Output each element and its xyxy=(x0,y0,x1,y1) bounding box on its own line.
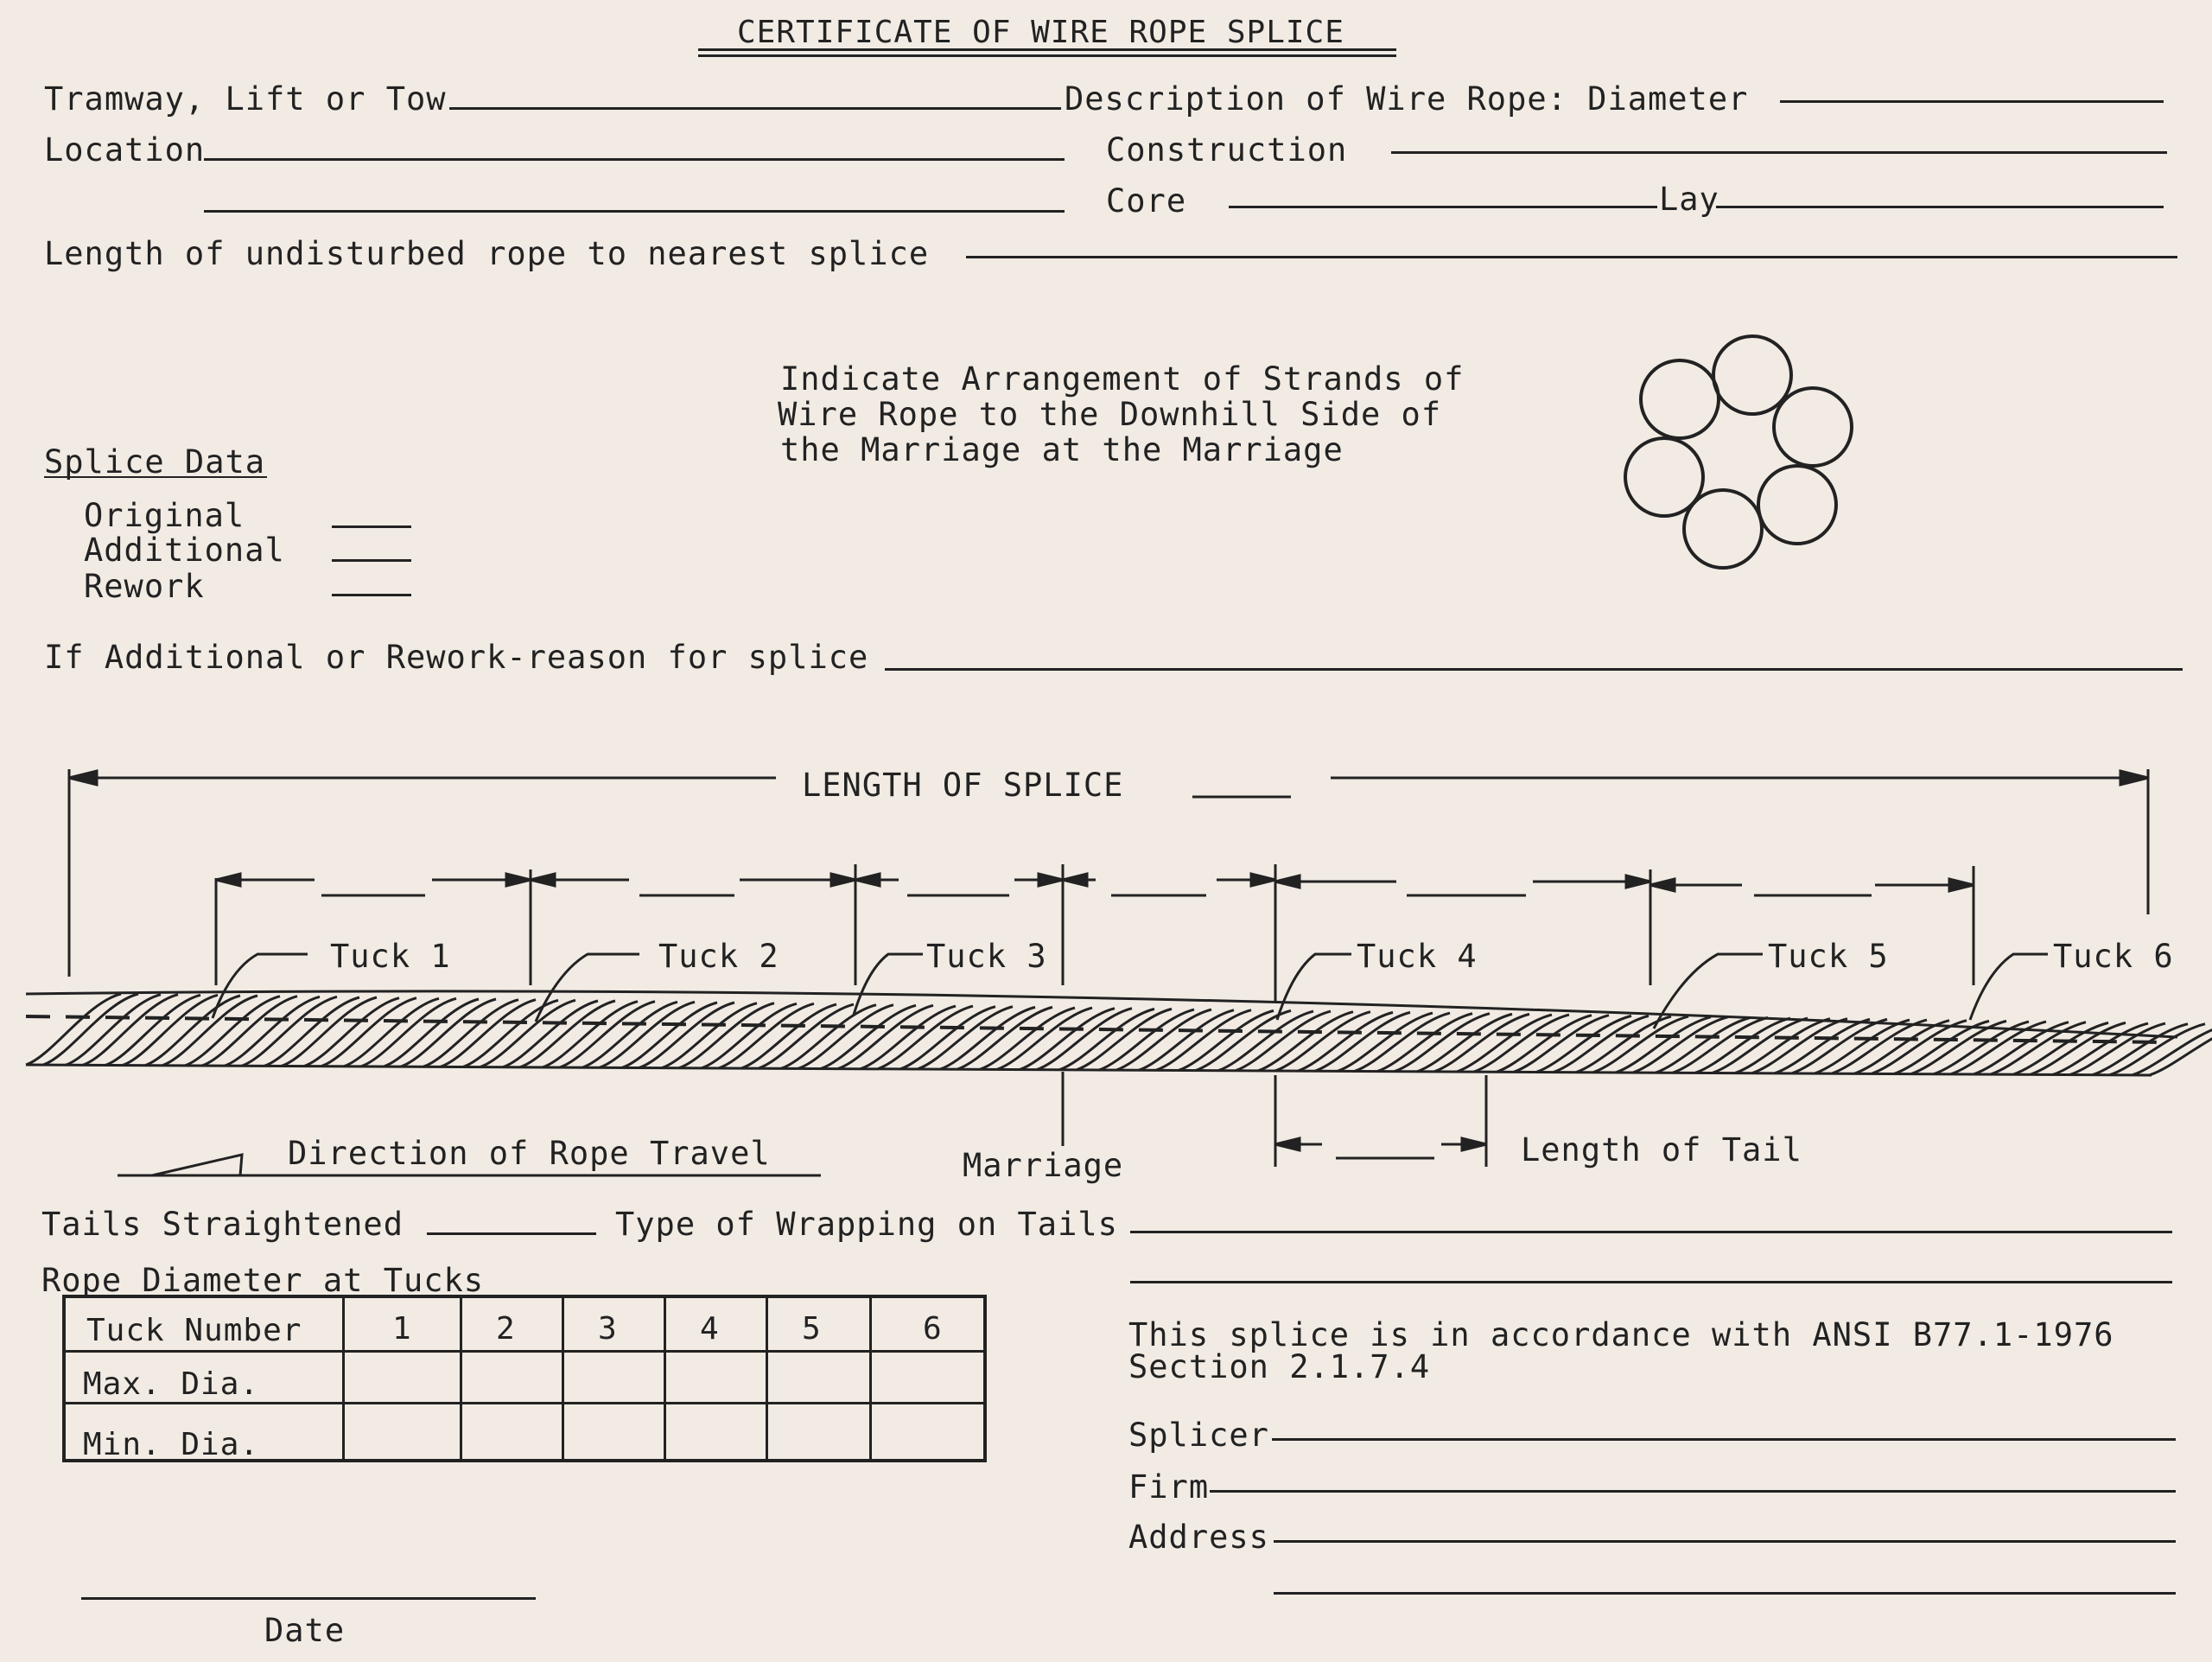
rope-strand xyxy=(781,1005,876,1069)
rope-strand xyxy=(264,997,359,1066)
strands-note-line3: the Marriage at the Marriage xyxy=(780,431,1344,468)
marriage-and-tail-marks xyxy=(1063,1072,1486,1167)
strands-note-line2: Wire Rope to the Downhill Side of xyxy=(778,396,1442,433)
rope-strand xyxy=(145,996,240,1066)
rope-strand xyxy=(741,1004,836,1068)
rope-strand xyxy=(821,1005,916,1068)
rope-strand xyxy=(1695,1018,1790,1073)
strand-circle xyxy=(1758,466,1836,544)
tuck-3-label: Tuck 3 xyxy=(926,938,1047,975)
rope-strand xyxy=(1020,1009,1115,1070)
rope-strand xyxy=(463,1000,558,1067)
rope-strand xyxy=(423,1000,518,1067)
rope-strand xyxy=(1656,1017,1751,1073)
ansi-line1: This splice is in accordance with ANSI B77.1-1976 xyxy=(1128,1316,2114,1353)
rope-strand xyxy=(1854,1021,1949,1074)
rope-strand xyxy=(26,994,121,1065)
length-undisturbed-label: Length of undisturbed rope to nearest splice xyxy=(44,235,930,272)
strand-circle xyxy=(1713,336,1791,414)
rope-strand xyxy=(980,1008,1075,1069)
length-of-splice-arrow xyxy=(69,769,2148,977)
lay-label: Lay xyxy=(1659,181,1719,218)
rope-strand xyxy=(940,1007,1035,1069)
rope-strand xyxy=(662,1003,757,1068)
rope-strand xyxy=(543,1002,638,1067)
table-row-min: Min. Dia. xyxy=(83,1427,260,1462)
rope-strand xyxy=(503,1001,598,1067)
marriage-label: Marriage xyxy=(963,1147,1124,1184)
rope-strand xyxy=(1775,1019,1870,1073)
table-col-3: 3 xyxy=(598,1311,618,1347)
ansi-line2: Section 2.1.7.4 xyxy=(1128,1348,1431,1385)
strand-circle xyxy=(1774,388,1852,466)
tuck-4-label: Tuck 4 xyxy=(1357,938,1478,975)
rope-strand xyxy=(185,997,280,1066)
reason-label: If Additional or Rework-reason for splice xyxy=(44,639,869,676)
strand-circle xyxy=(1641,360,1719,438)
table-row-max: Max. Dia. xyxy=(83,1366,260,1402)
direction-label: Direction of Rope Travel xyxy=(288,1135,771,1172)
rope-strand xyxy=(1735,1019,1830,1073)
description-label: Description of Wire Rope: Diameter xyxy=(1065,80,1749,118)
rope-strand xyxy=(1258,1012,1353,1071)
rope-strand xyxy=(2093,1024,2188,1075)
tramway-label: Tramway, Lift or Tow xyxy=(44,80,447,118)
splice-option-rework: Rework xyxy=(84,568,205,605)
location-label: Location xyxy=(44,131,206,169)
wrapping-label: Type of Wrapping on Tails xyxy=(615,1206,1118,1243)
table-col-5: 5 xyxy=(802,1311,822,1347)
core-label: Core xyxy=(1106,182,1187,220)
table-col-4: 4 xyxy=(700,1311,720,1347)
tuck-5-label: Tuck 5 xyxy=(1768,938,1889,975)
rope-strand xyxy=(66,995,161,1066)
rope-strand xyxy=(1497,1016,1592,1073)
wire-rope-drawing xyxy=(26,991,2212,1075)
rope-strand xyxy=(1298,1012,1393,1071)
tuck-6-label: Tuck 6 xyxy=(2053,938,2174,975)
table-col-1: 1 xyxy=(392,1311,412,1347)
length-of-tail-label: Length of Tail xyxy=(1521,1131,1802,1168)
tuck-1-label: Tuck 1 xyxy=(330,938,451,975)
rope-strand xyxy=(1059,1009,1154,1069)
rope-strand xyxy=(105,995,200,1065)
rope-strand xyxy=(1218,1011,1313,1071)
rope-strand xyxy=(1457,1015,1552,1072)
rope-strand xyxy=(1536,1016,1631,1072)
rope-strand xyxy=(1616,1017,1711,1073)
splice-option-original: Original xyxy=(84,497,245,534)
rope-strand xyxy=(1815,1020,1910,1073)
rope-strand xyxy=(384,999,479,1067)
splicer-label: Splicer xyxy=(1128,1417,1269,1454)
table-col-6: 6 xyxy=(923,1311,943,1347)
rope-strand xyxy=(702,1003,797,1067)
table-header-label: Tuck Number xyxy=(86,1313,302,1348)
rope-strand xyxy=(582,1002,677,1067)
firm-label: Firm xyxy=(1128,1468,1210,1506)
address-label: Address xyxy=(1128,1519,1269,1556)
strands-note-line1: Indicate Arrangement of Strands of xyxy=(780,360,1465,398)
table-col-2: 2 xyxy=(496,1311,516,1347)
rope-strands xyxy=(26,994,2212,1075)
rope-strand xyxy=(344,998,439,1066)
rope-strand xyxy=(900,1007,995,1069)
date-label: Date xyxy=(264,1612,346,1649)
rope-strand xyxy=(861,1006,956,1069)
rope-strand xyxy=(1338,1013,1433,1071)
rope-strand xyxy=(1099,1009,1194,1070)
rope-strand xyxy=(1139,1010,1234,1071)
rope-strand xyxy=(622,1003,717,1067)
direction-arrow xyxy=(118,1155,821,1175)
strand-arrangement-diagram xyxy=(1625,336,1852,568)
form-title: CERTIFICATE OF WIRE ROPE SPLICE xyxy=(737,15,1344,50)
tails-straightened-label: Tails Straightened xyxy=(41,1206,404,1243)
splice-data-heading: Splice Data xyxy=(44,443,266,481)
splice-option-additional: Additional xyxy=(84,532,285,569)
length-of-splice-label: LENGTH OF SPLICE xyxy=(802,767,1124,804)
tuck-spacing-dimensions xyxy=(216,864,1974,1003)
strand-circle xyxy=(1625,438,1703,516)
construction-label: Construction xyxy=(1106,131,1348,169)
rope-diameter-heading: Rope Diameter at Tucks xyxy=(41,1262,485,1299)
rope-strand xyxy=(304,998,399,1067)
rope-strand xyxy=(1377,1014,1472,1072)
rope-strand xyxy=(1417,1014,1512,1071)
rope-strand xyxy=(225,997,320,1066)
rope-strand xyxy=(1894,1021,1989,1073)
rope-strand xyxy=(1179,1010,1274,1070)
tuck-2-label: Tuck 2 xyxy=(658,938,779,975)
